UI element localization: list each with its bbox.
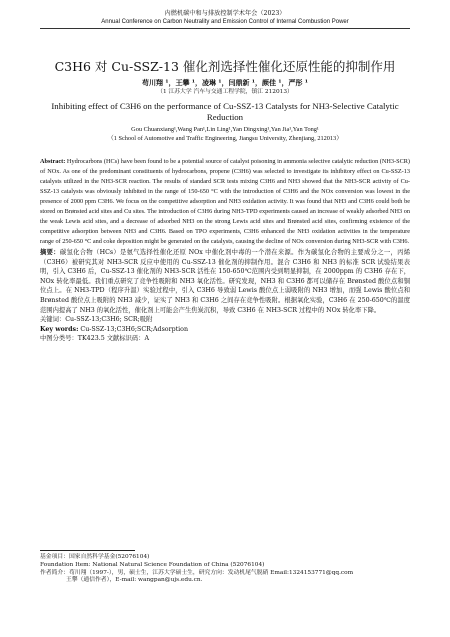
abstract-en-text: Hydrocarbons (HCs) have been found to be a potential source of catalyst poisoning in ammonia selective catalytic reduction (NH3-SCR) of NOx. As one of the predominant constituents of hydrocarbons, propene (C3H6) was selected to investigate its inhibitory effect on Cu-SSZ-13 catalysts utilized in the NH3-SCR reaction. The results of standard SCR tests mixing C3H6 and NH3 showed that the NH3-SCR activity of Cu-SSZ-13 catalysts was obviously inhibited in the range of 150-650 °C with the introduction of C3H6 and the NOx conversion was lowest in the presence of 2000 ppm C3H6. We focus on the competitive adsorption and NH3 oxidation activity. It was found that NH3 and C3H6 could both be stored on Brønsted acid sites and Cu sites. The introduction of C3H6 during NH3-TPD experiments caused an increase of weakly adsorbed NH3 on the weak Lewis acid sites, and a decrease of adsorbed NH3 on the strong Lewis acid sites and Brønsted acid sites, confirming existence of the competitive adsorption between NH3 and C3H6. Based on TPO experiments, C3H6 enhanced the NH3 oxidation activities in the temperature range of 250-650 °C and coke deposition might be generated on the catalysts, causing the decline of NOx conversion during NH3-SCR with C3H6. [40, 158, 410, 245]
abstract-zh-text: 碳氢化合物（HCs）是氨气选择性催化还原 NOx 中催化剂中毒的一个潜在来源。作为碳氢化合物的主要成分之一，丙烯（C3H6）被研究其对 NH3-SCR 反应中使用的 Cu-SSZ-13 催化剂的抑制作用。混合 C3H6 和 NH3 的标准 SCR 试验结果表明，引入 C3H6 后，Cu-SSZ-13 催化剂的 NH3-SCR 活性在 150-650℃范围内受到明显抑制，在 2000ppm 的 C3H6 存在下，NOx 转化率最低。我们重点研究了竞争性吸附和 NH3 氧化活性。研究发现，NH3 和 C3H6 都可以储存在 Brønsted 酸位点和铜位点上。在 NH3-TPD（程序升温）实验过程中，引入 C3H6 导致弱 Lewis 酸位点上弱吸附的 NH3 增加，而强 Lewis 酸位点和 Brønsted 酸位点上吸附的 NH3 减少，证实了 NH3 和 C3H6 之间存在竞争性吸附。根据氧化实验，C3H6 在 250-650℃的温度范围内提高了 NH3 的氧化活性，催化剂上可能会产生焦炭沉积，导致 C3H6 在 NH3-SCR 过程中的 NOx 转化率下降。 [40, 249, 410, 314]
corresponding-author: 王攀（通信作者），E-mail: wangpan@ujs.edu.cn. [66, 577, 203, 584]
keywords-en-label: Key words: [40, 325, 79, 333]
affiliation-zh: （1 江苏大学 汽车与交通工程学院，镇江 212013） [157, 89, 293, 95]
abstract-zh [40, 248, 410, 315]
abstract-en-label: Abstract: [40, 158, 66, 165]
keywords-zh [40, 315, 410, 325]
footnote-rule [40, 550, 135, 551]
fund-zh: 基金项目：国家自然科学基金(52076104) [40, 554, 150, 560]
abstract-en [40, 157, 410, 247]
header-zh: 内燃机碳中和与排放控制学术年会（2023） [164, 10, 286, 17]
authors-zh: 苟川翔 ¹，王攀 ¹，凌琳 ¹，闫鼎新 ¹，颜佳 ¹，严彤 ¹ [141, 78, 309, 87]
author-intro: 作者简介：苟川翔（1997-），男，硕士生，江苏大学硕士生，研究方向：发动机尾气脱硝 Email:1324153771@qq.com [40, 569, 354, 576]
footnotes [40, 550, 410, 585]
keywords-en-text: Cu-SSZ-13;C3H6;SCR;Adsorption [78, 325, 189, 333]
fund-en: Foundation Item: National Natural Science Foundation of China (52076104) [40, 561, 265, 568]
affiliation-en: （1 School of Automotive and Traffic Engineering, Jiangsu University, Zhenjiang, 212013） [107, 135, 343, 142]
title-zh: C3H6 对 Cu-SSZ-13 催化剂选择性催化还原性能的抑制作用 [54, 59, 396, 74]
header-rule [40, 28, 410, 29]
abstract-zh-label: 摘要： [40, 249, 60, 256]
keywords-en [40, 325, 410, 335]
title-en: Inhibiting effect of C3H6 on the performance of Cu-SSZ-13 Catalysts for NH3-Selective Catalytic Reduction [51, 101, 399, 122]
header-en: Annual Conference on Carbon Neutrality and Emission Control of Internal Combustion Power [101, 19, 349, 25]
keywords-zh-text: Cu-SSZ-13;C3H6; SCR;吸附 [65, 316, 153, 324]
running-header [40, 0, 410, 29]
keywords-zh-label: 关键词： [40, 316, 66, 324]
classification: 中图分类号：TK423.5 文献标识码：A [40, 335, 150, 343]
authors-en: Gou Chuanxiang¹,Wang Pan¹,Lin Ling¹,Yan Dingxing¹,Yan Jia¹,Yan Tong¹ [131, 126, 319, 133]
